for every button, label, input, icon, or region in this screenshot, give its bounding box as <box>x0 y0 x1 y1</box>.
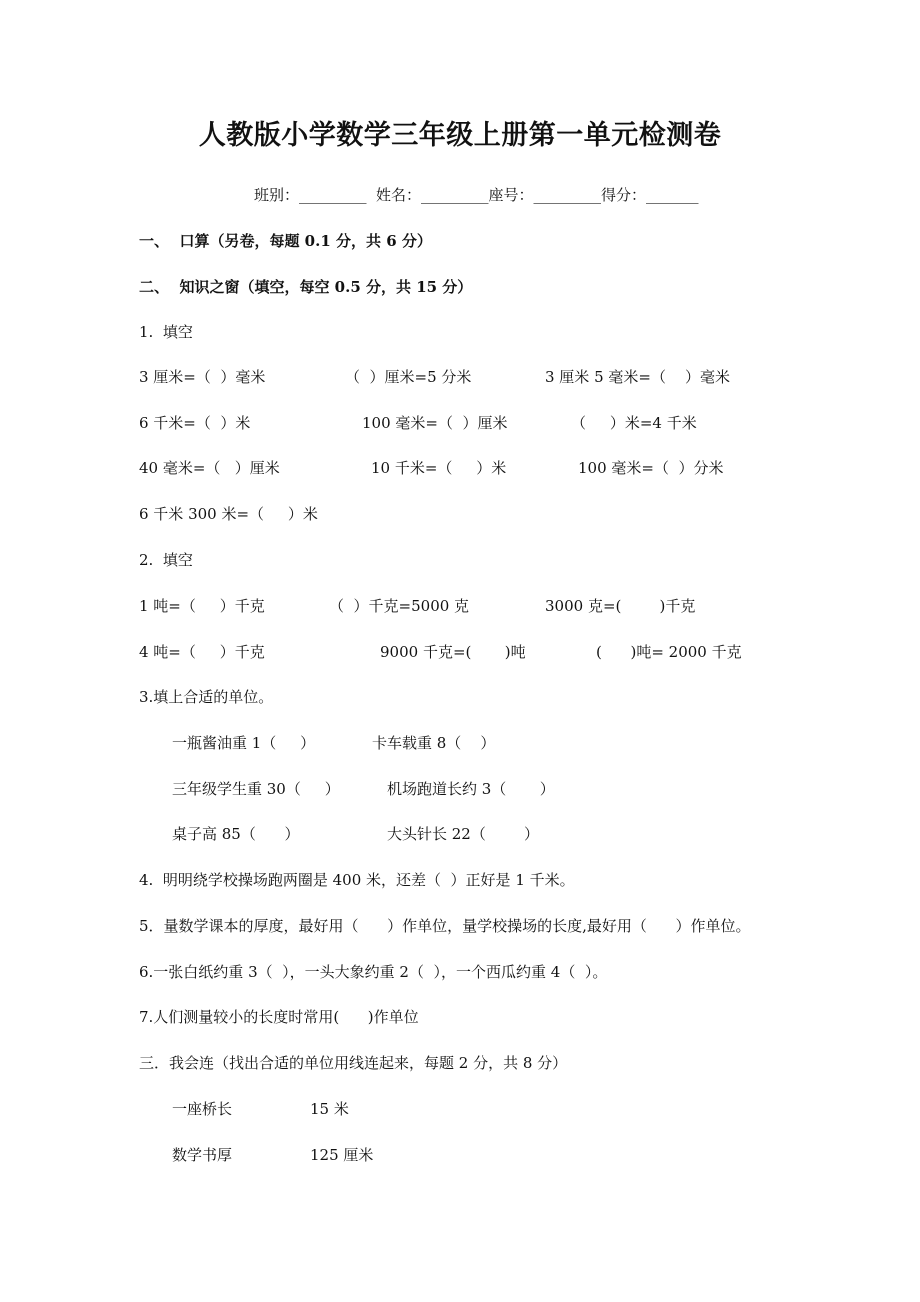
q3-item: 机场跑道长约 3（ ） <box>387 780 555 798</box>
q1-item: 40 毫米=（ ）厘米 <box>139 459 280 477</box>
q2-item: 3000 克=( )千克 <box>545 597 696 615</box>
q3-item: 三年级学生重 30（ ） <box>172 780 340 798</box>
q6-text: 6.一张白纸约重 3（ ），一头大象约重 2（ ），一个西瓜约重 4（ ）。 <box>139 963 608 981</box>
q1-item: （ ）米=4 千米 <box>571 414 697 432</box>
q2-item: 9000 千克=( )吨 <box>380 643 526 661</box>
q4-text: 4. 明明绕学校操场跑两圈是 400 米，还差（ ）正好是 1 千米。 <box>139 871 575 889</box>
q3-item: 卡车载重 8（ ） <box>372 734 496 752</box>
q3-title: 3.填上合适的单位。 <box>139 688 274 706</box>
q2-item: 1 吨=（ ）千克 <box>139 597 265 615</box>
section-3-heading: 三．我会连（找出合适的单位用线连起来，每题 2 分，共 8 分） <box>139 1054 568 1072</box>
q1-item: 3 厘米=（ ）毫米 <box>139 368 266 386</box>
q2-title: 2. 填空 <box>139 551 193 569</box>
q1-item: 6 千米 300 米=（ ）米 <box>139 505 318 523</box>
q1-item: 6 千米=（ ）米 <box>139 414 251 432</box>
q2-item: ( )吨= 2000 千克 <box>596 643 742 661</box>
section-2-heading: 二、 知识之窗（填空，每空 0.5 分，共 15 分） <box>139 278 473 296</box>
match-item-right: 15 米 <box>310 1100 349 1118</box>
q7-text: 7.人们测量较小的长度时常用( )作单位 <box>139 1008 419 1026</box>
q2-item: （ ）千克=5000 克 <box>329 597 470 615</box>
page-title: 人教版小学数学三年级上册第一单元检测卷 <box>198 120 722 151</box>
q5-text: 5．量数学课本的厚度，最好用（ ）作单位，量学校操场的长度,最好用（ ）作单位。 <box>139 917 751 935</box>
match-item-left: 一座桥长 <box>172 1100 233 1118</box>
q3-item: 大头针长 22（ ） <box>387 825 540 843</box>
q1-item: 100 毫米=（ ）分米 <box>578 459 724 477</box>
q1-item: 3 厘米 5 毫米=（ ）毫米 <box>545 368 731 386</box>
q2-item: 4 吨=（ ）千克 <box>139 643 265 661</box>
student-info-line: 班别：_________ 姓名：_________座号：_________得分：_______ <box>254 186 699 204</box>
q3-item: 一瓶酱油重 1（ ） <box>172 734 316 752</box>
section-1-heading: 一、 口算（另卷，每题 0.1 分，共 6 分） <box>139 232 432 250</box>
q1-item: （ ）厘米=5 分米 <box>345 368 472 386</box>
q1-item: 10 千米=（ ）米 <box>371 459 507 477</box>
q3-item: 桌子高 85（ ） <box>172 825 300 843</box>
q1-item: 100 毫米=（ ）厘米 <box>362 414 508 432</box>
match-item-left: 数学书厚 <box>172 1146 233 1164</box>
q1-title: 1. 填空 <box>139 323 193 341</box>
match-item-right: 125 厘米 <box>310 1146 374 1164</box>
